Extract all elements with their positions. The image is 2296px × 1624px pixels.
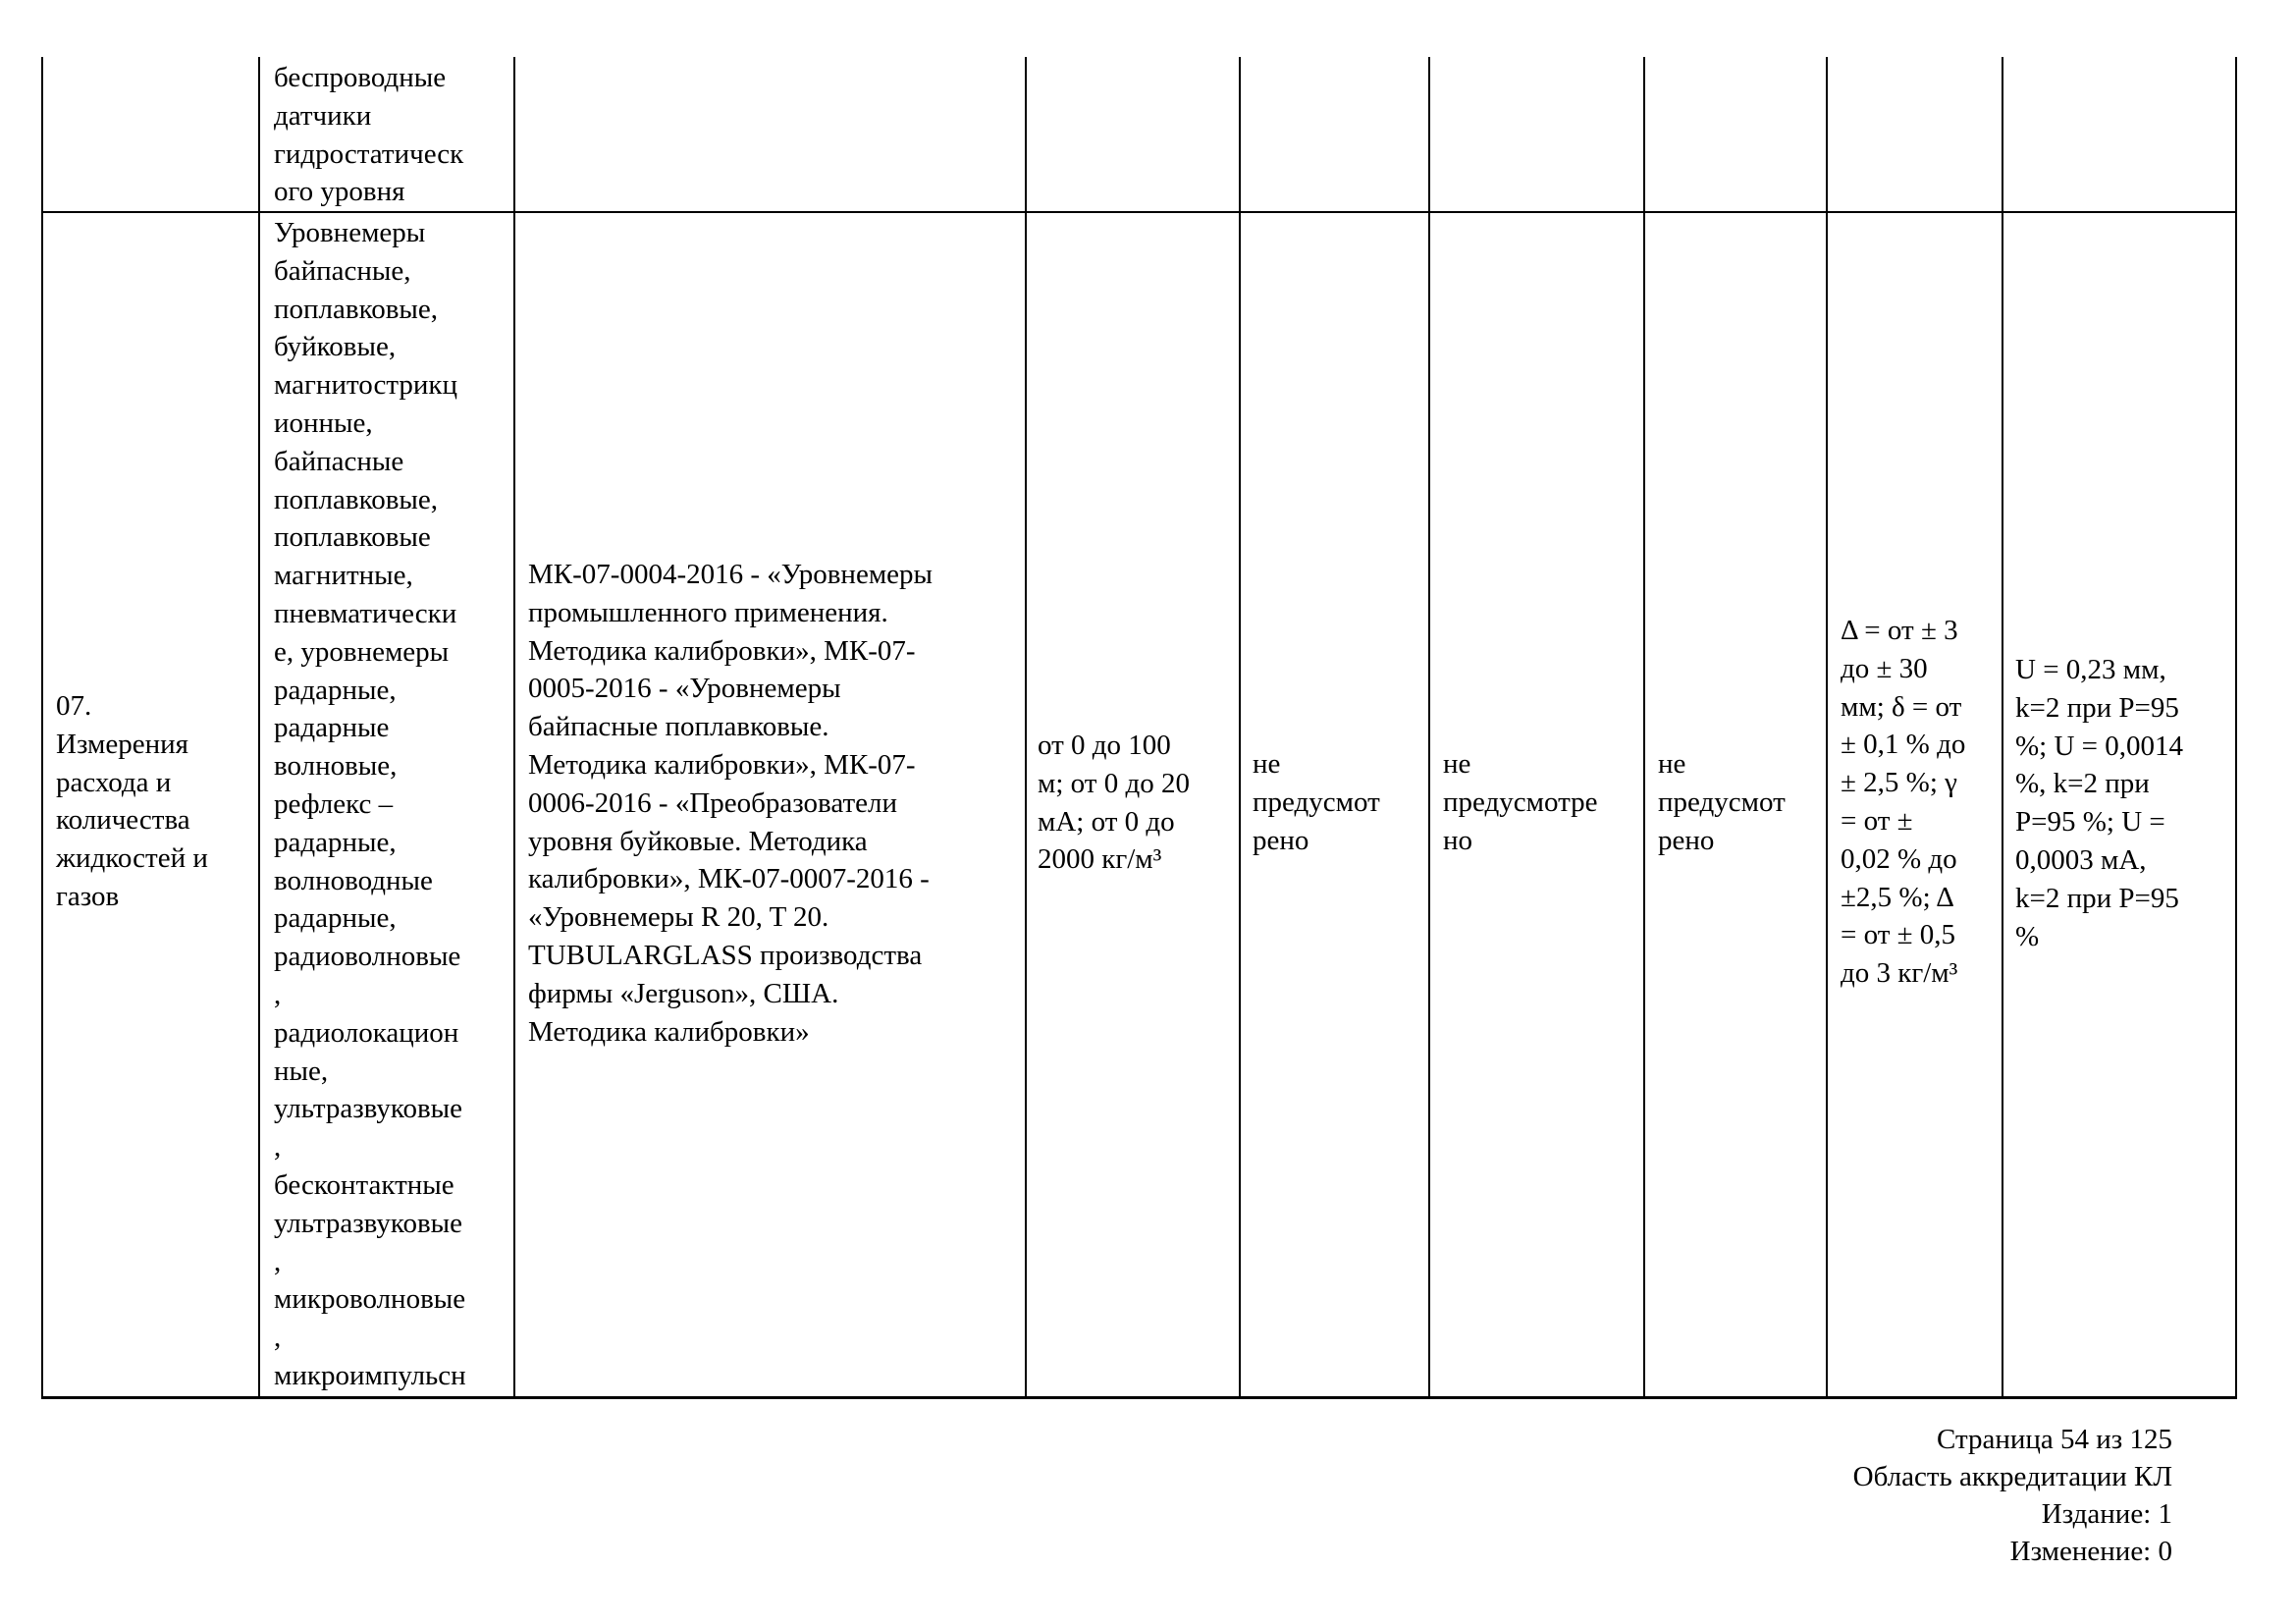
text-line: 0005-2016 - «Уровнемеры [528, 673, 841, 705]
text-line: до 3 кг/м³ [1841, 957, 1958, 990]
text-line: буйковые, [274, 331, 397, 363]
text-line: % [2015, 920, 2040, 952]
text-line: ± 0,1 % до [1841, 729, 1966, 761]
text-line: = от ± [1841, 804, 1913, 837]
col-border-2 [513, 57, 515, 1398]
col6-cell [1443, 745, 1598, 859]
text-line: ультразвуковые [274, 1207, 463, 1239]
page-footer [1853, 1421, 2172, 1570]
text-line: не [1253, 748, 1281, 780]
text-line: датчики [274, 99, 372, 132]
text-line: предусмот [1658, 785, 1786, 818]
text-line: P=95 %; U = [2015, 806, 2165, 839]
text-line: Δ = от ± 3 [1841, 615, 1958, 646]
text-line: U = 0,23 мм, [2015, 654, 2166, 685]
text-line: рено [1253, 824, 1309, 856]
text-line: ±2,5 %; Δ [1841, 881, 1954, 913]
text-line: радарные, [274, 902, 397, 935]
text-line: радарные [274, 712, 390, 744]
text-line: микроимпульсн [274, 1359, 466, 1391]
range-cell [1038, 727, 1190, 879]
col-border-8 [2002, 57, 2003, 1398]
text-line: k=2 при P=95 [2015, 882, 2179, 914]
text-line: калибровки», МК-07-0007-2016 - [528, 863, 930, 895]
text-line: радиоволновые [274, 941, 461, 973]
col7-cell [1658, 745, 1786, 859]
text-line: микроволновые [274, 1283, 466, 1316]
text-line: ионные, [274, 406, 373, 439]
text-line: магнитострикц [274, 369, 457, 402]
col-border-4 [1239, 57, 1241, 1398]
text-line: 2000 кг/м³ [1038, 843, 1162, 876]
col-border-6 [1643, 57, 1645, 1398]
text-line: предусмотре [1443, 785, 1598, 818]
text-line: волновые, [274, 750, 398, 783]
accuracy-cell [1841, 612, 1965, 993]
method-cell [528, 556, 933, 1051]
text-line: k=2 при P=95 [2015, 691, 2179, 724]
text-line: гидростатическ [274, 137, 464, 170]
row-border-mid [41, 211, 2237, 213]
text-line: 0006-2016 - «Преобразователи [528, 786, 898, 819]
text-line: TUBULARGLASS производства [528, 939, 923, 971]
col-border-3 [1025, 57, 1027, 1398]
text-line: магнитные, [274, 560, 413, 592]
col-border-5 [1428, 57, 1430, 1398]
col-border-0 [41, 57, 43, 1398]
text-line: расхода и [56, 766, 172, 798]
text-line: волноводные [274, 864, 433, 896]
text-line: 0,0003 мА, [2015, 843, 2147, 876]
text-line: предусмот [1253, 785, 1380, 818]
text-line: рено [1658, 824, 1715, 856]
col-border-1 [258, 57, 260, 1398]
text-line: ные, [274, 1055, 329, 1087]
text-line: мА; от 0 до [1038, 805, 1175, 838]
text-line: ультразвуковые [274, 1093, 463, 1125]
text-line: до ± 30 [1841, 652, 1928, 684]
text-line: , [274, 1245, 282, 1277]
text-line: уровня буйковые. Методика [528, 825, 868, 857]
text-line: радиолокацион [274, 1016, 459, 1049]
text-line: Методика калибровки» [528, 1015, 810, 1048]
text-line: Методика калибровки», МК-07- [528, 634, 916, 667]
text-line: 07. [56, 690, 92, 722]
text-line: %, k=2 при [2015, 768, 2150, 800]
object-cell [274, 214, 466, 1395]
text-line: байпасные, [274, 254, 411, 287]
text-line: , [274, 978, 282, 1010]
text-line: Измерения [56, 728, 188, 760]
text-line: Уровнемеры [274, 217, 426, 248]
text-line: от 0 до 100 [1038, 730, 1171, 761]
text-line: но [1443, 824, 1473, 856]
text-line: радарные, [274, 826, 397, 858]
text-line: ± 2,5 %; γ [1841, 767, 1957, 799]
text-line: промышленного применения. [528, 596, 888, 628]
accreditation-scope: Область аккредитации КЛ [1852, 1461, 2172, 1492]
edition-label: Издание: 1 [2041, 1498, 2172, 1530]
text-line: «Уровнемеры R 20, T 20. [528, 901, 829, 934]
text-line: рефлекс – [274, 787, 394, 820]
text-line: беспроводные [274, 62, 447, 93]
continued-object-cell [274, 59, 463, 211]
text-line: радарные, [274, 674, 397, 706]
text-line: пневматически [274, 597, 457, 629]
text-line: , [274, 1131, 282, 1164]
text-line: бесконтактные [274, 1168, 454, 1201]
text-line: жидкостей и [56, 842, 208, 875]
uncertainty-cell [2015, 651, 2183, 955]
text-line: %; U = 0,0014 [2015, 730, 2184, 762]
area-cell [56, 687, 208, 916]
text-line: газов [56, 880, 120, 912]
col-border-9 [2235, 57, 2237, 1398]
text-line: 0,02 % до [1841, 842, 1957, 875]
text-line: Методика калибровки», МК-07- [528, 748, 916, 781]
text-line: поплавковые, [274, 483, 438, 515]
text-line: ого уровня [274, 176, 405, 208]
text-line: поплавковые, [274, 293, 438, 325]
text-line: , [274, 1322, 282, 1354]
text-line: количества [56, 804, 190, 837]
text-line: байпасные [274, 445, 404, 477]
page-number: Страница 54 из 125 [1936, 1424, 2172, 1455]
text-line: не [1443, 748, 1471, 780]
text-line: не [1658, 748, 1686, 780]
row-border-bottom [41, 1396, 2237, 1399]
revision-label: Изменение: 0 [2009, 1536, 2172, 1567]
text-line: фирмы «Jerguson», США. [528, 977, 839, 1009]
text-line: байпасные поплавковые. [528, 711, 829, 743]
text-line: = от ± 0,5 [1841, 919, 1956, 951]
col-border-7 [1826, 57, 1828, 1398]
col5-cell [1253, 745, 1380, 859]
text-line: мм; δ = от [1841, 690, 1962, 723]
text-line: МК-07-0004-2016 - «Уровнемеры [528, 559, 934, 590]
text-line: е, уровнемеры [274, 635, 450, 668]
text-line: поплавковые [274, 521, 431, 554]
text-line: м; от 0 до 20 [1038, 767, 1190, 799]
